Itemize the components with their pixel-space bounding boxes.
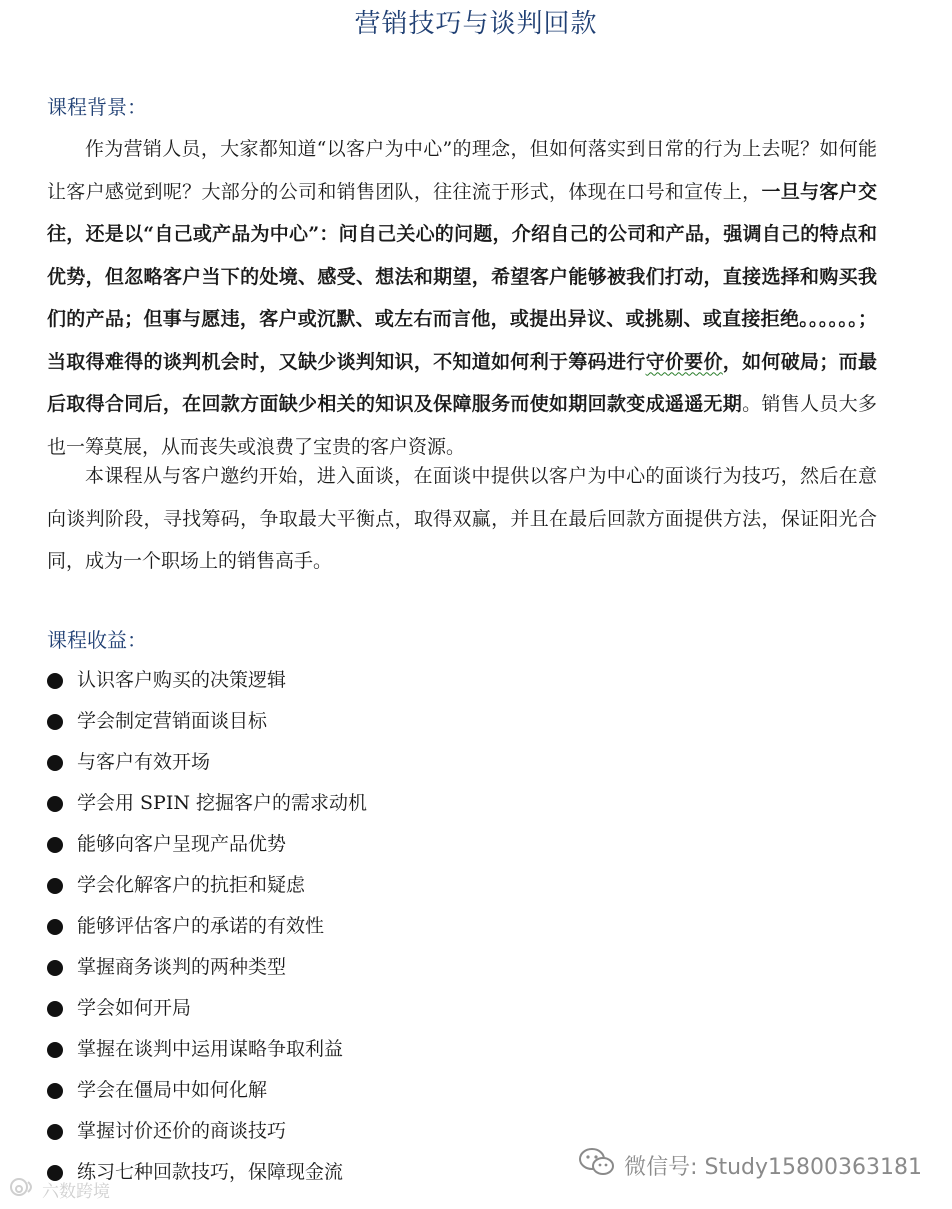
bullet-icon <box>47 837 63 853</box>
list-item <box>47 824 367 865</box>
list-item <box>47 660 367 701</box>
list-item <box>47 1070 367 1111</box>
list-item <box>47 1111 367 1152</box>
list-item <box>47 701 367 742</box>
bullet-icon <box>47 755 63 771</box>
list-item <box>47 947 367 988</box>
list-item <box>47 1029 367 1070</box>
list-item <box>47 988 367 1029</box>
bullet-icon <box>47 1083 63 1099</box>
paragraph-bold-text <box>47 181 877 416</box>
bullet-icon <box>47 1042 63 1058</box>
bullet-icon <box>47 714 63 730</box>
list-item-text: 练习七种回款技巧，保障现金流 <box>77 1161 344 1183</box>
paragraph-text: 。销售人员大多也一筹莫展，从而丧失或浪费了宝贵的客户资源。 <box>47 393 877 458</box>
background-paragraph-2: 本课程从与客户邀约开始，进入面谈，在面谈中提供以客户为中心的面谈行为技巧，然后在意向谈判阶段，寻找筹码，争取最大平衡点，取得双赢，并且在最后回款方面提供方法，保证阳光合同，成为一个职场上的销售高手。 <box>47 465 877 572</box>
bullet-icon <box>47 878 63 894</box>
spellcheck-underlined-text: 守价要价 <box>645 350 723 373</box>
list-item-text: 掌握商务谈判的两种类型 <box>77 956 287 978</box>
bullet-icon <box>47 1124 63 1140</box>
watermark-left <box>8 1176 110 1203</box>
list-item-text: 能够评估客户的承诺的有效性 <box>77 915 325 937</box>
benefits-list <box>47 660 367 1193</box>
list-item-text: 掌握讨价还价的商谈技巧 <box>77 1120 287 1142</box>
list-item-text: 学会在僵局中如何化解 <box>77 1079 268 1101</box>
wechat-icon <box>578 1147 616 1183</box>
bullet-icon <box>47 1001 63 1017</box>
list-item-text: 与客户有效开场 <box>77 751 211 773</box>
bullet-icon <box>47 919 63 935</box>
list-item-text: 学会制定营销面谈目标 <box>77 710 268 732</box>
watermark-left-text: 六数跨境 <box>42 1182 110 1202</box>
watermark-right <box>578 1147 922 1183</box>
list-item-text: 认识客户购买的决策逻辑 <box>77 669 287 691</box>
list-item <box>47 906 367 947</box>
list-item-text: 学会用 SPIN 挖掘客户的需求动机 <box>77 792 368 814</box>
paragraph-text: 作为营销人员，大家都知道“以客户为中心”的理念，但如何落实到日常的行为上去呢？如何能让客户感觉到呢？大部分的公司和销售团队，往往流于形式，体现在口号和宣传上， <box>47 138 877 203</box>
background-paragraph-1 <box>47 128 877 468</box>
list-item <box>47 865 367 906</box>
list-item-text: 学会化解客户的抗拒和疑虑 <box>77 874 306 896</box>
paragraph-text: 一旦与客户交往，还是以“自己或产品为中心”：问自己关心的问题，介绍自己的公司和产品，强调自己的特点和优势，但忽略客户当下的处境、感受、想法和期望，希望客户能够被我们打动，直接选择和购买我们的产品；但事与愿违，客户或沉默、或左右而言他，或提出异议、或挑剔、或直接拒绝。。。。。。；当取得难得的谈判机会时，又缺少谈判知识，不知道如何利于筹码进行 <box>47 180 877 373</box>
watermark-right-text: 微信号: Study15800363181 <box>624 1154 922 1180</box>
background-heading: 课程背景： <box>47 95 147 119</box>
six-logo-icon <box>8 1176 38 1203</box>
bullet-icon <box>47 673 63 689</box>
bullet-icon <box>47 960 63 976</box>
list-item <box>47 783 367 824</box>
benefits-heading: 课程收益： <box>47 628 147 652</box>
page-title: 营销技巧与谈判回款 <box>354 9 598 39</box>
list-item <box>47 742 367 783</box>
paragraph-text: ，如何破局；而最后取得合同后，在回款方面缺少相关的知识及保障服务而使如期回款变成遥遥无期 <box>47 350 877 415</box>
list-item-text: 学会如何开局 <box>77 997 192 1019</box>
list-item-text: 掌握在谈判中运用谋略争取利益 <box>77 1038 344 1060</box>
bullet-icon <box>47 796 63 812</box>
list-item-text: 能够向客户呈现产品优势 <box>77 833 287 855</box>
